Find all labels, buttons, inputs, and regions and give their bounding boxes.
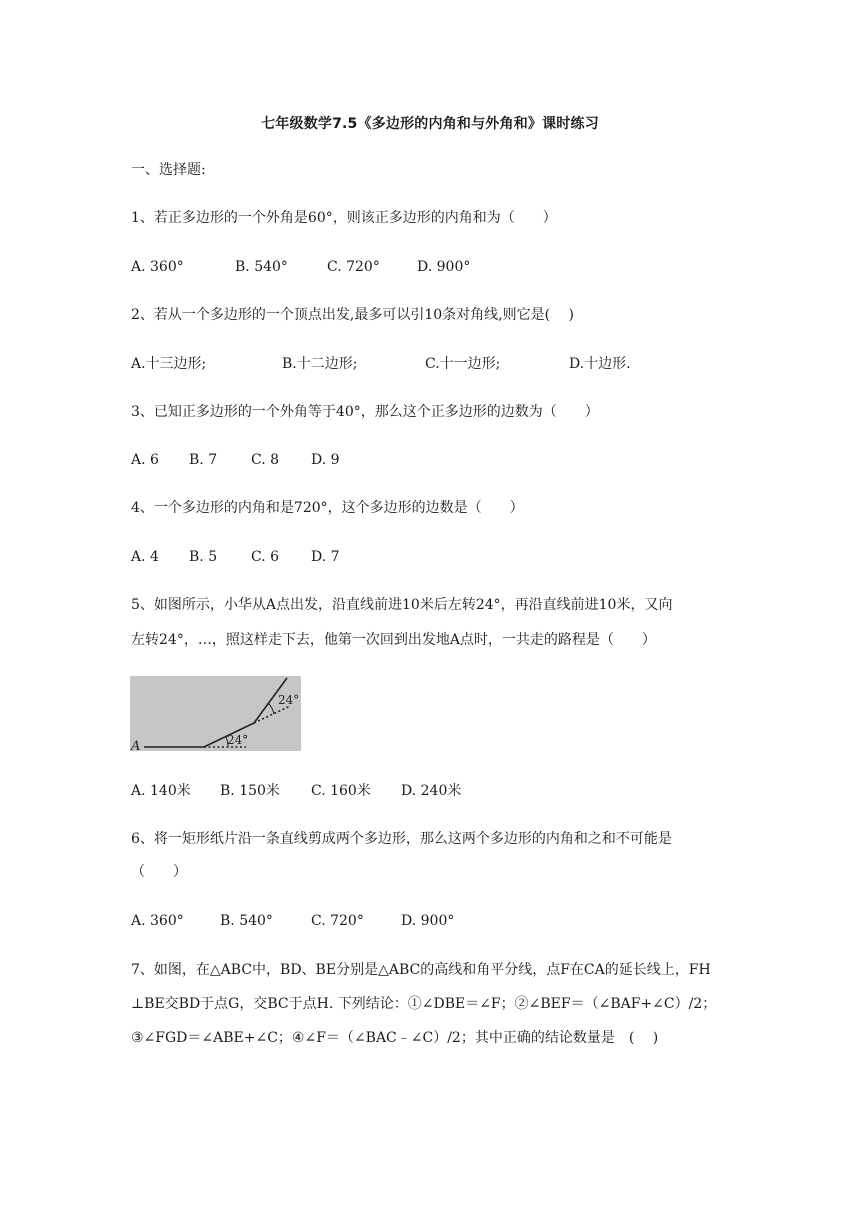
question-4-option-c: C. 6 [251,549,280,565]
question-6-option-c: C. 720° [311,913,364,929]
question-1-option-b: B. 540° [235,259,288,275]
question-5-option-c: C. 160米 [311,783,371,799]
question-7-stem-line-1: 7、如图，在△ABC中，BD、BE分别是△ABC的高线和角平分线，点F在CA的延长线上，FH [131,962,711,978]
question-6-option-a: A. 360° [131,913,184,929]
point-label-a: A [131,739,141,751]
path-diagram [130,676,301,751]
question-7-stem-line-2: ⊥BE交BD于点G，交BC于点H. 下列结论：①∠DBE＝∠F；②∠BEF＝（∠BAF+∠C）/2； [131,996,717,1012]
page-title: 七年级数学7.5《多边形的内角和与外角和》课时练习 [261,116,599,132]
question-4-option-b: B. 5 [189,549,218,565]
question-4-option-d: D. 7 [311,549,340,565]
question-2-option-b: B.十二边形; [282,356,358,372]
question-1-option-c: C. 720° [327,259,380,275]
question-2-option-a: A.十三边形; [131,356,207,372]
angle-label-1: 24° [227,733,249,747]
question-5-stem-line-2: 左转24°，…，照这样走下去，他第一次回到出发地A点时，一共走的路程是（ ） [131,632,656,648]
question-1-option-a: A. 360° [131,259,184,275]
question-5-option-a: A. 140米 [131,783,191,799]
question-3-option-a: A. 6 [131,452,159,468]
question-2-option-c: C.十一边形; [425,356,501,372]
question-4-option-a: A. 4 [131,549,159,565]
question-2-option-d: D.十边形. [569,356,631,372]
question-1-stem: 1、若正多边形的一个外角是60°，则该正多边形的内角和为（ ） [131,210,557,226]
question-3-option-c: C. 8 [251,452,280,468]
question-5-option-b: B. 150米 [220,783,280,799]
question-5-option-d: D. 240米 [401,783,462,799]
question-4-stem: 4、一个多边形的内角和是720°，这个多边形的边数是（ ） [131,500,524,516]
question-3-stem: 3、已知正多边形的一个外角等于40°，那么这个正多边形的边数为（ ） [131,404,599,420]
question-5-figure [130,676,301,751]
section-heading: 一、选择题: [131,162,206,178]
question-6-option-d: D. 900° [401,913,455,929]
question-3-option-d: D. 9 [311,452,340,468]
question-6-option-b: B. 540° [220,913,273,929]
question-7-stem-line-3: ③∠FGD＝∠ABE+∠C；④∠F＝（∠BAC﹣∠C）/2；其中正确的结论数量是 ( ) [131,1030,659,1046]
question-3-option-b: B. 7 [189,452,218,468]
angle-label-2: 24° [278,693,300,707]
question-2-stem: 2、若从一个多边形的一个顶点出发,最多可以引10条对角线,则它是( ) [131,307,574,323]
question-6-stem-line-2: （ ） [131,864,187,880]
question-6-stem-line-1: 6、将一矩形纸片沿一条直线剪成两个多边形，那么这两个多边形的内角和之和不可能是 [131,831,672,847]
walked-path-line [144,678,287,747]
question-5-stem-line-1: 5、如图所示，小华从A点出发，沿直线前进10米后左转24°，再沿直线前进10米，又向 [131,597,673,613]
angle-arc-2 [268,703,274,714]
question-1-option-d: D. 900° [417,259,471,275]
